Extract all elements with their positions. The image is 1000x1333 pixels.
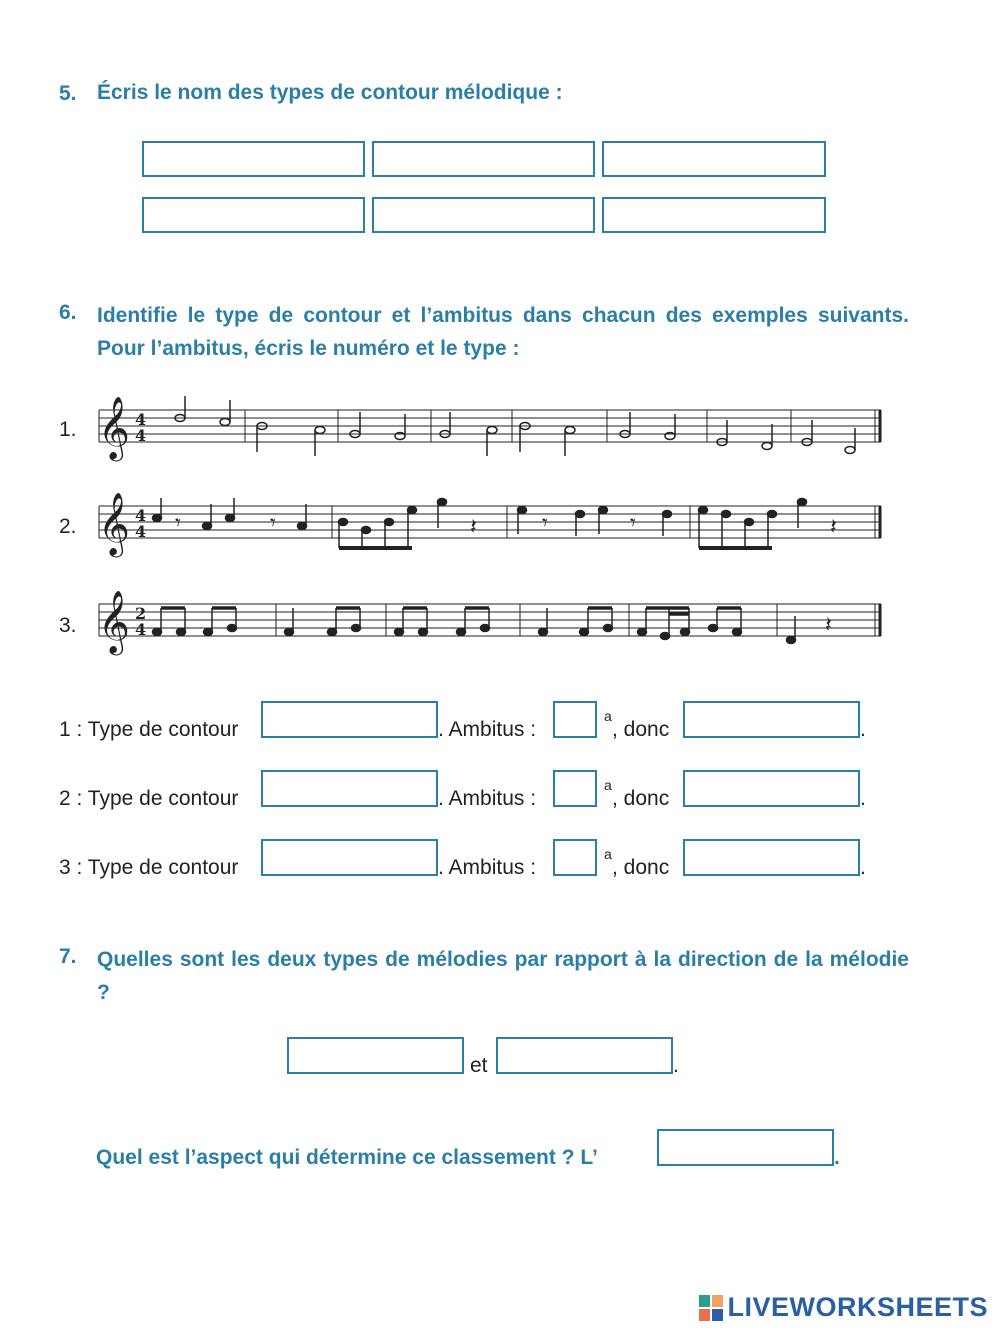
question-text: Écris le nom des types de contour mélodique : bbox=[97, 81, 563, 104]
time-signature-top: 4 bbox=[135, 410, 147, 429]
question-text: Identifie le type de contour et l’ambitus dans chacun des exemples suivants. Pour l’ambitus, écris le numéro et le type : bbox=[97, 304, 909, 360]
ordinal-superscript: a bbox=[604, 846, 612, 862]
question-8-text: Quel est l’aspect qui détermine ce classement ? L’ bbox=[96, 1146, 598, 1169]
time-signature-bottom: 4 bbox=[135, 426, 147, 445]
liveworksheets-wordmark: LIVEWORKSHEETS bbox=[727, 1292, 988, 1322]
row-label: 3 : Type de contour bbox=[59, 856, 239, 879]
contour-type-input-1[interactable] bbox=[261, 701, 438, 738]
time-signature-top: 4 bbox=[135, 506, 147, 525]
example-number: 1. bbox=[59, 418, 77, 441]
svg-text:𝄽: 𝄽 bbox=[830, 515, 837, 540]
svg-text:𝄾: 𝄾 bbox=[270, 511, 276, 536]
q7-end-period: . bbox=[673, 1054, 679, 1077]
contour-name-input-5[interactable] bbox=[372, 197, 595, 233]
treble-clef-icon: 𝄞 bbox=[98, 492, 130, 555]
ambitus-label: . Ambitus : bbox=[438, 787, 537, 810]
ambitus-number-input-2[interactable] bbox=[553, 770, 597, 807]
time-signature-top: 2 bbox=[135, 604, 147, 623]
liveworksheets-icon bbox=[699, 1295, 723, 1321]
aspect-input[interactable] bbox=[657, 1129, 834, 1166]
contour-name-input-3[interactable] bbox=[602, 141, 826, 177]
example-number: 2. bbox=[59, 515, 77, 538]
donc-label: , donc bbox=[612, 856, 670, 879]
svg-text:𝄾: 𝄾 bbox=[630, 511, 636, 536]
music-staff-1 bbox=[95, 396, 885, 462]
svg-text:𝄾: 𝄾 bbox=[175, 511, 181, 536]
question-number: 5. bbox=[59, 82, 77, 105]
svg-text:𝄽: 𝄽 bbox=[470, 515, 477, 540]
ambitus-type-input-1[interactable] bbox=[683, 701, 860, 738]
contour-name-input-6[interactable] bbox=[602, 197, 826, 233]
row-label: 1 : Type de contour bbox=[59, 718, 239, 741]
row-end-period: . bbox=[860, 718, 866, 741]
ambitus-label: . Ambitus : bbox=[438, 718, 537, 741]
donc-label: , donc bbox=[612, 787, 670, 810]
question-number: 7. bbox=[59, 945, 77, 968]
contour-name-input-2[interactable] bbox=[372, 141, 595, 177]
treble-clef-icon: 𝄞 bbox=[98, 590, 130, 653]
ambitus-number-input-3[interactable] bbox=[553, 839, 597, 876]
row-end-period: . bbox=[860, 856, 866, 879]
time-signature-bottom: 4 bbox=[135, 620, 147, 639]
ambitus-type-input-3[interactable] bbox=[683, 839, 860, 876]
music-staff-3 bbox=[95, 590, 885, 656]
svg-text:𝄽: 𝄽 bbox=[825, 613, 832, 638]
ambitus-label: . Ambitus : bbox=[438, 856, 537, 879]
contour-type-input-3[interactable] bbox=[261, 839, 438, 876]
q8-end-period: . bbox=[834, 1146, 840, 1169]
treble-clef-icon: 𝄞 bbox=[98, 396, 130, 459]
et-label: et bbox=[470, 1054, 488, 1077]
ambitus-type-input-2[interactable] bbox=[683, 770, 860, 807]
time-signature-bottom: 4 bbox=[135, 522, 147, 541]
contour-type-input-2[interactable] bbox=[261, 770, 438, 807]
row-end-period: . bbox=[860, 787, 866, 810]
question-text: Quelles sont les deux types de mélodies par rapport à la direction de la mélodie ? bbox=[97, 948, 909, 1004]
melody-type-input-2[interactable] bbox=[496, 1037, 673, 1074]
contour-name-input-4[interactable] bbox=[142, 197, 365, 233]
question-number: 6. bbox=[59, 301, 77, 324]
example-number: 3. bbox=[59, 614, 77, 637]
row-label: 2 : Type de contour bbox=[59, 787, 239, 810]
ambitus-number-input-1[interactable] bbox=[553, 701, 597, 738]
donc-label: , donc bbox=[612, 718, 670, 741]
ordinal-superscript: a bbox=[604, 708, 612, 724]
svg-text:𝄾: 𝄾 bbox=[542, 511, 548, 536]
ordinal-superscript: a bbox=[604, 777, 612, 793]
contour-name-input-1[interactable] bbox=[142, 141, 365, 177]
melody-type-input-1[interactable] bbox=[287, 1037, 464, 1074]
liveworksheets-logo bbox=[699, 1292, 988, 1323]
music-staff-2 bbox=[95, 492, 885, 558]
